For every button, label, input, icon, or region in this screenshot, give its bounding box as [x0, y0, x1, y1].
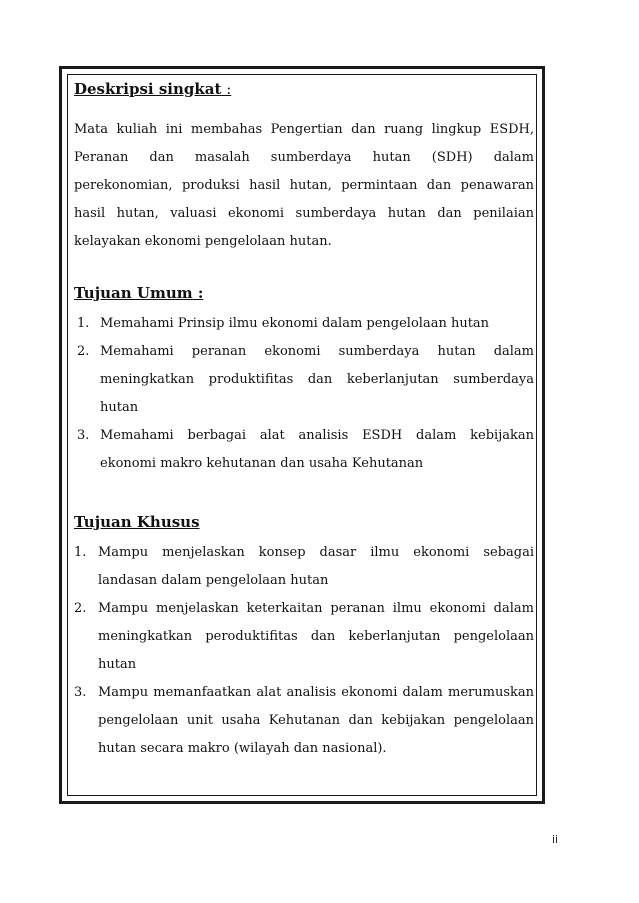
tujuan-umum-list	[74, 310, 534, 478]
list-text: Memahami Prinsip ilmu ekonomi dalam pengelolaan hutan	[100, 316, 490, 331]
tujuan-khusus-heading: Tujuan Khusus	[74, 513, 200, 531]
deskripsi-title: Deskripsi singkat	[74, 80, 222, 98]
tujuan-khusus-list	[74, 539, 534, 763]
list-number: 2.	[74, 601, 87, 616]
list-number: 2.	[77, 344, 90, 359]
tujuan-umum-heading: Tujuan Umum :	[74, 284, 204, 302]
list-text: Mampu menjelaskan konsep dasar ilmu ekonomi sebagai landasan dalam pengelolaan hutan	[98, 545, 534, 588]
list-item	[74, 338, 534, 422]
list-item	[74, 422, 534, 478]
list-item	[74, 679, 534, 763]
deskripsi-paragraph: Mata kuliah ini membahas Pengertian dan ruang lingkup ESDH, Peranan dan masalah sumberdaya hutan (SDH) dalam perekonomian, produksi hasil hutan, permintaan dan penawaran hasil hutan, valuasi ekonomi sumberdaya hutan dan penilaian kelayakan ekonomi pengelolaan hutan.	[74, 122, 534, 249]
page-number: ii	[552, 833, 559, 846]
list-number: 3.	[74, 685, 87, 700]
deskripsi-heading	[74, 78, 534, 100]
deskripsi-colon: :	[221, 80, 232, 98]
document-content	[74, 78, 534, 763]
list-item	[74, 539, 534, 595]
list-number: 1.	[74, 545, 87, 560]
list-number: 3.	[77, 428, 90, 443]
list-number: 1.	[77, 316, 90, 331]
list-text: Memahami peranan ekonomi sumberdaya hutan dalam meningkatkan produktifitas dan keberlanjutan sumberdaya hutan	[100, 344, 534, 415]
list-text: Mampu menjelaskan keterkaitan peranan ilmu ekonomi dalam meningkatkan peroduktifitas dan keberlanjutan pengelolaan hutan	[98, 601, 534, 672]
list-item	[74, 310, 534, 338]
list-item	[74, 595, 534, 679]
list-text: Memahami berbagai alat analisis ESDH dalam kebijakan ekonomi makro kehutanan dan usaha Kehutanan	[100, 428, 534, 471]
list-text: Mampu memanfaatkan alat analisis ekonomi dalam merumuskan pengelolaan unit usaha Kehutanan dan kebijakan pengelolaan hutan secara makro (wilayah dan nasional).	[98, 685, 534, 756]
